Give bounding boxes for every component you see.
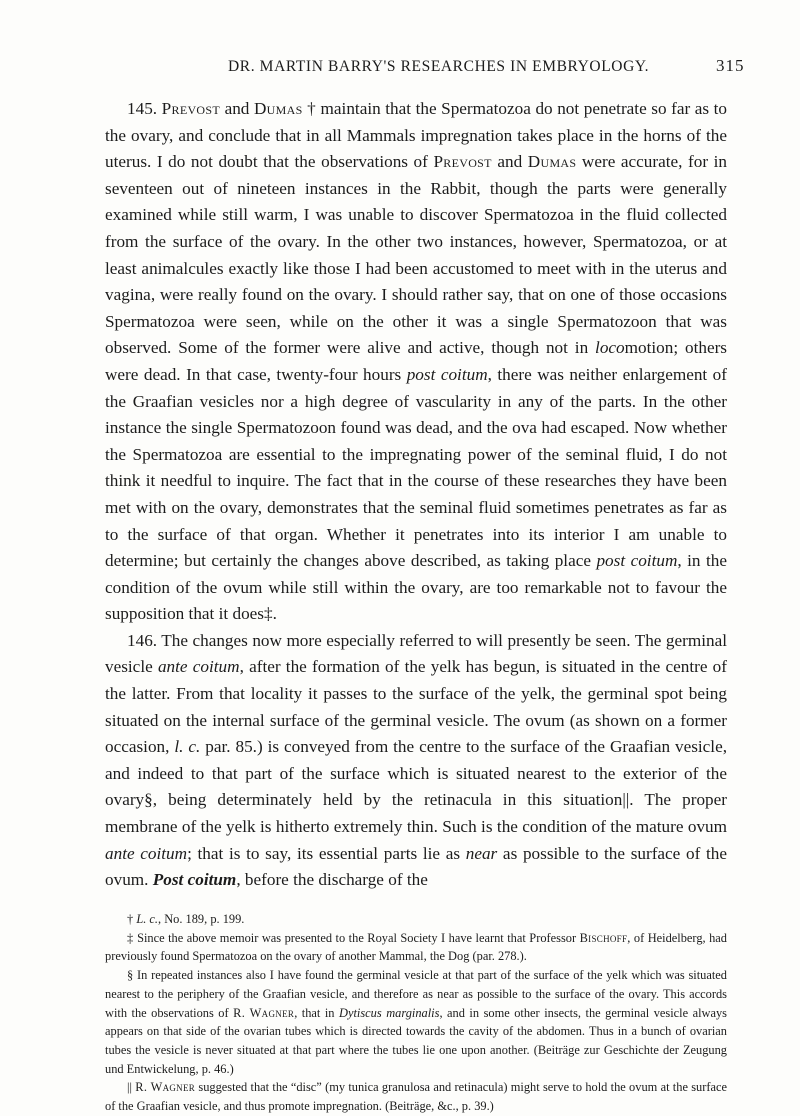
main-text [105,96,727,894]
emphasis: loco [595,338,625,358]
paragraph-145: 145. Prevost and Dumas † maintain that the Spermatozoa do not penetrate so far as to the ovary, and conclude that in all Mammals impregnation takes place in the horns of the uterus. I do not doubt that the observations of Prevost and Dumas were accurate, for in seventeen out of nineteen instances in the Rabbit, though the parts were generally examined while still warm, I was unable to discover Spermatozoa in the fluid collected from the surface of the ovary. In the other two instances, however, Spermatozoa, or at least animalcules exactly like those I had been accustomed to meet with in the uterus and vagina, were really found on the ovary. I should rather say, that on one of those occasions Spermatozoa were seen, while on the other it was a single Spermatozoon that was observed. Some of the former were alive and active, though not in locomotion; others were dead. In that case, twenty-four hours post coitum, there was neither enlargement of the Graafian vesicles nor a high degree of vascularity in any of the parts. In the other instance the single Spermatozoon found was dead, and the ova had escaped. Now whether the Spermatozoa are essential to the impregnating power of the seminal fluid, I do not think it needful to inquire. The fact that in the course of these researches they have been met with on the ovary, demonstrates that the seminal fluid sometimes penetrates as far as to the surface of that organ. Whether it penetrates into its interior I am unable to determine; but certainly the changes above described, as taking place post coitum, in the condition of the ovum while still within the ovary, are too remarkable not to favour the supposition that it does‡. [105,99,728,624]
emphasis: l. c. [174,737,201,757]
footnote-ref: ‡ [263,604,273,624]
footnote-ref: † [302,99,316,118]
emphasis: near [465,843,498,863]
author-name: Prevost [161,99,220,118]
footnote-ref: || [622,790,630,810]
author-name: Bischoff [579,930,628,945]
author-name: R. Wagner [233,1005,295,1020]
page-number: 315 [716,56,745,75]
author-name: Dumas [253,99,303,118]
emphasis: post coitum [406,364,488,384]
emphasis: post coitum [596,551,678,571]
author-name: Prevost [433,152,492,172]
footnote-parallel: || R. Wagner suggested that the “disc” (my tunica granulosa and retinacula) might serve to hold the ovum at the surface of the Graafian vesicle, and thus promote impregnation. (Beiträge, &c., p. 39.) [105,1080,727,1114]
paragraph-146: 146. The changes now more especially referred to will presently be seen. The germinal vesicle ante coitum, after the formation of the yelk has begun, is situated in the centre of the latter. From that locality it passes to the surface of the yelk, the germinal spot being situated on the internal surface of the germinal vesicle. The ovum (as shown on a former occasion, l. c. par. 85.) is conveyed from the centre to the surface of the Graafian vesicle, and indeed to that part of the surface which is situated nearest to the exterior of the ovary§, being determinately held by the retinacula in this situation||. The proper membrane of the yelk is hitherto extremely thin. Such is the condition of the mature ovum ante coitum; that is to say, its essential parts lie as near as possible to the surface of the ovum. Post coitum, before the discharge of the [105,630,728,890]
running-head: DR. MARTIN BARRY'S RESEARCHES IN EMBRYOLOGY. [228,58,650,75]
footnote-section: § In repeated instances also I have found the germinal vesicle at that part of the surface of the yelk which was situated nearest to the periphery of the Graafian vesicle, and therefore as near as possible to the surface of the ovary. This accords with the observations of R. Wagner, that in Dytiscus marginalis, and in some other insects, the germinal vesicle always appears on that side of the ovarian tubes which is directed towards the cavity of the abdomen. Thus in a bunch of ovarian tubes the vesicle is never situated at that part where the tubes lie one upon another. (Beiträge zur Geschichte der Zeugung und Entwickelung, p. 46.) [105,968,728,1076]
footnote-double-dagger: ‡ Since the above memoir was presented to the Royal Society I have learnt that Professor Bischoff, of Heidelberg, had previously found Spermatozoa on the ovary of another Mammal, the Dog (par. 278.). [105,930,727,964]
paragraph-number: 146. [127,630,158,650]
footnote-mark: ‡ [127,930,134,945]
species-name: Dytiscus marginalis [339,1005,440,1020]
footnote-mark: † [127,912,134,926]
author-name: R. Wagner [135,1080,196,1095]
author-name: Dumas [527,152,577,172]
footnote-dagger: † L. c., No. 189, p. 199. [127,912,245,926]
footnote-mark: § [127,968,134,983]
footnote-mark: || [127,1080,132,1095]
emphasis: ante coitum [157,657,240,677]
footnote-ref: § [144,790,153,810]
paragraph-number: 145. [127,99,158,118]
emphasis: Post coitum [152,870,237,890]
emphasis: ante coitum [105,843,188,863]
footnotes [105,910,727,1116]
